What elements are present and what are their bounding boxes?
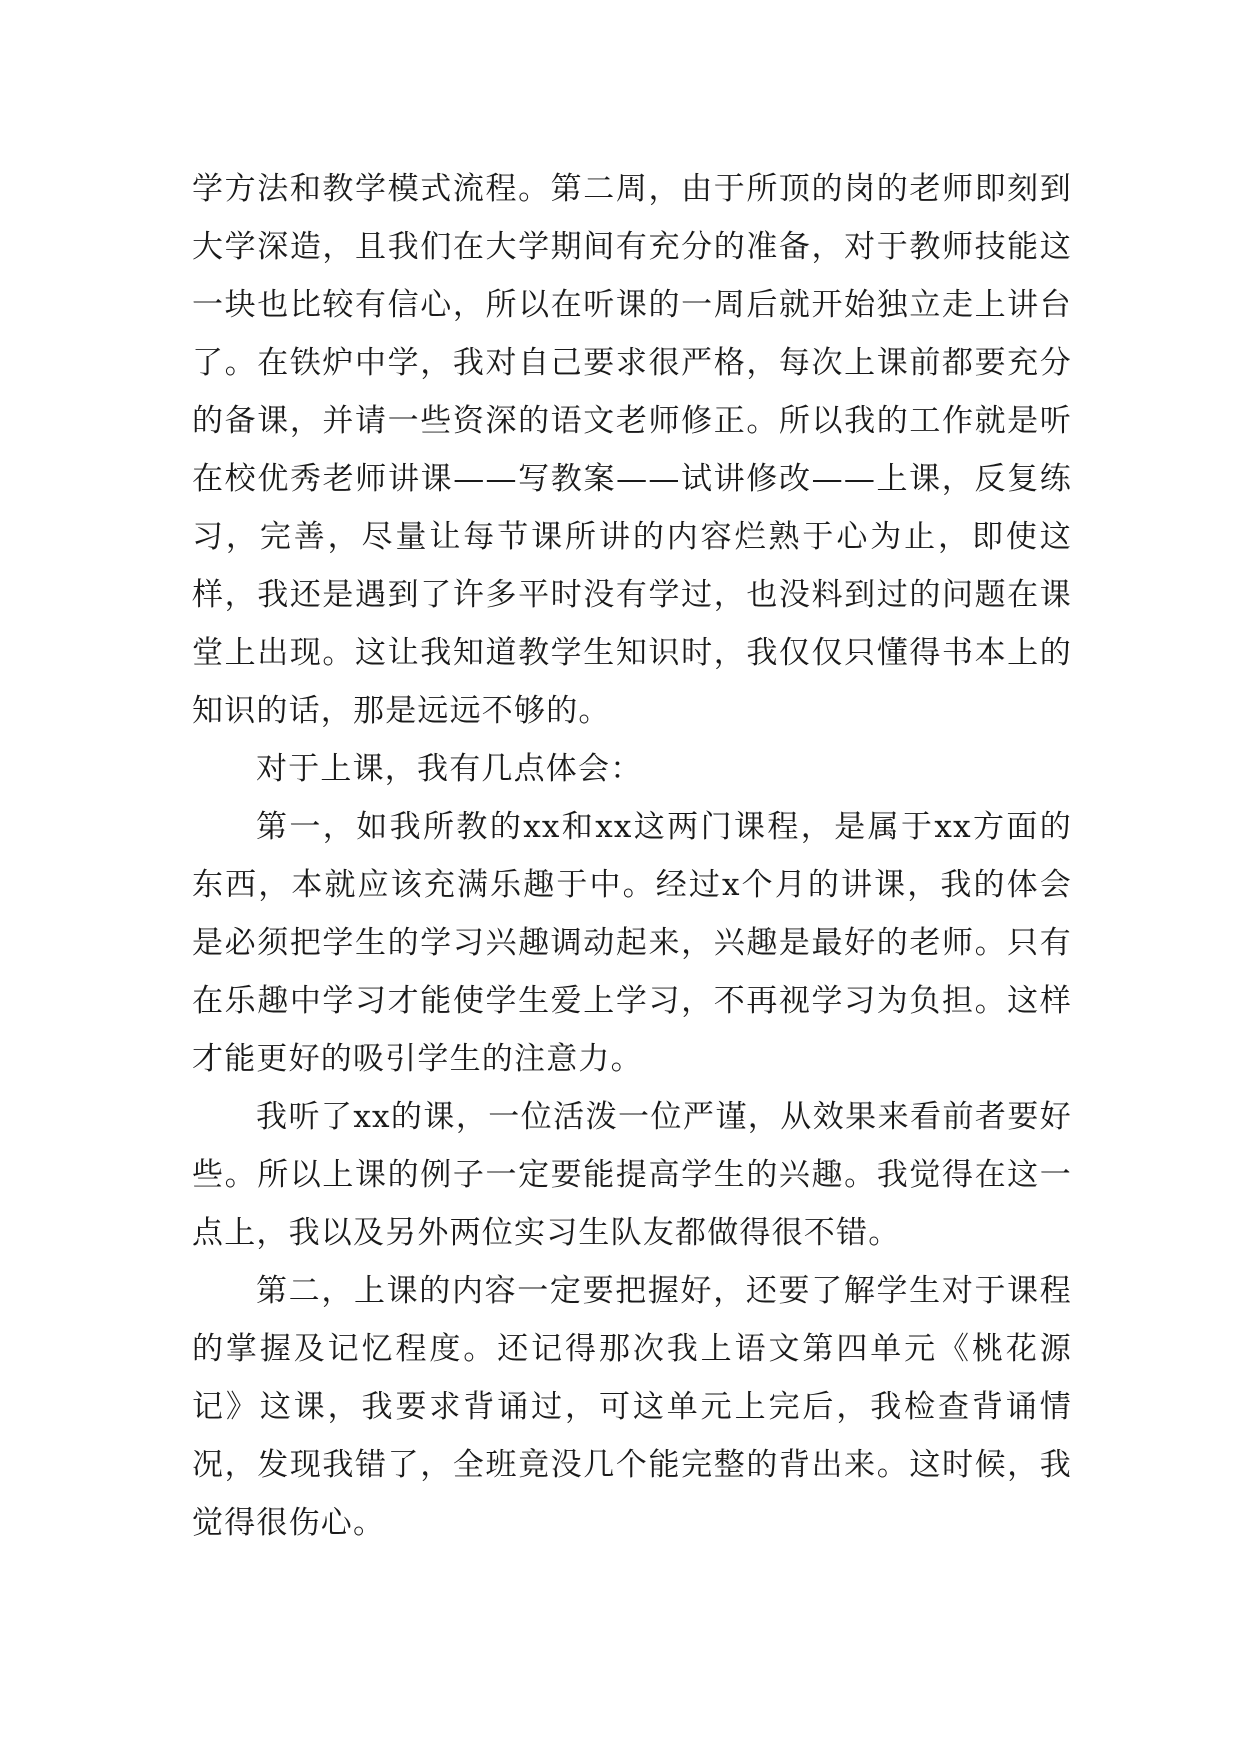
document-body: [192, 160, 1072, 1552]
paragraph-5: 第二，上课的内容一定要把握好，还要了解学生对于课程的掌握及记忆程度。还记得那次我上语文第四单元《桃花源记》这课，我要求背诵过，可这单元上完后，我检查背诵情况，发现我错了，全班竟没几个能完整的背出来。这时候，我觉得很伤心。: [192, 1273, 1072, 1541]
paragraph-2: 对于上课，我有几点体会：: [256, 751, 643, 787]
paragraph-4: 我听了xx的课，一位活泼一位严谨，从效果来看前者要好些。所以上课的例子一定要能提高学生的兴趣。我觉得在这一点上，我以及另外两位实习生队友都做得很不错。: [192, 1099, 1072, 1251]
paragraph-1: 学方法和教学模式流程。第二周，由于所顶的岗的老师即刻到大学深造，且我们在大学期间有充分的准备，对于教师技能这一块也比较有信心，所以在听课的一周后就开始独立走上讲台了。在铁炉中学，我对自己要求很严格，每次上课前都要充分的备课，并请一些资深的语文老师修正。所以我的工作就是听在校优秀老师讲课——写教案——试讲修改——上课，反复练习，完善，尽量让每节课所讲的内容烂熟于心为止，即使这样，我还是遇到了许多平时没有学过，也没料到过的问题在课堂上出现。这让我知道教学生知识时，我仅仅只懂得书本上的知识的话，那是远远不够的。: [192, 171, 1072, 729]
paragraph-3: 第一，如我所教的xx和xx这两门课程，是属于xx方面的东西，本就应该充满乐趣于中。经过x个月的讲课，我的体会是必须把学生的学习兴趣调动起来，兴趣是最好的老师。只有在乐趣中学习才能使学生爱上学习，不再视学习为负担。这样才能更好的吸引学生的注意力。: [192, 809, 1072, 1077]
